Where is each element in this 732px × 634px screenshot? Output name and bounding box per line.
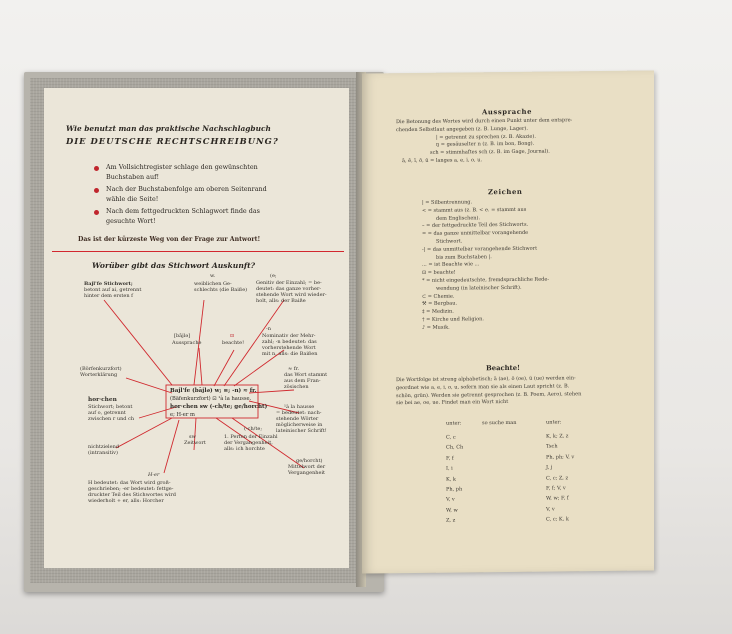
label: weiblichen Ge-: [194, 281, 232, 287]
label: H bedeutet: das Wort wird groß-: [88, 480, 171, 486]
label: stehende Wort wird wieder-: [256, 292, 327, 298]
panel-heading-line2: DIE DEUTSCHE RECHTSCHREIBUNG?: [66, 136, 279, 146]
text-line: Die Wortfolge ist streng alphabetisch; ä (ae), ö (oe), ü (ue) werden ein-: [396, 375, 576, 384]
label: hinter dem ersten f: [84, 293, 134, 299]
table-cell: Ph, ph: [446, 486, 463, 493]
text-line: < = stammt aus (z. B. < e. = stammt aus: [422, 206, 527, 214]
label-aussprache: [bājlə]: [174, 333, 191, 339]
table-col-left: [446, 432, 463, 526]
label: mit n, alls: die Baißen: [262, 351, 318, 357]
bullet-3-line1: Nach dem fettgedruckten Schlagwort finde das: [106, 207, 260, 215]
label: Genitiv der Einzahl; = be-: [256, 280, 322, 286]
label-nichtzielend: nichtzielend: [88, 444, 120, 450]
diagram-title: Worüber gibt das Stichwort Auskunft?: [92, 261, 256, 270]
label: aus dem Fran-: [284, 378, 321, 384]
text-line: Stichwort.: [436, 238, 463, 245]
text-line: ā, ē, ī, ō, ū = langes a, e, i, o, u.: [402, 157, 483, 165]
label-stichwort: Bajl'fe Stichwort;: [84, 281, 133, 287]
text-line: sie bei ae, oe, ue. Findet man ein Wort nicht: [396, 399, 509, 407]
label: schlechts (die Baiße): [194, 287, 248, 293]
beachte-title: Beachte!: [486, 363, 521, 373]
label: lateinischer Schrift!: [276, 428, 327, 434]
label-h-er: H-er: [148, 472, 160, 478]
bullet-1-line1: Am Vollsichtregister schlage den gewünschten: [106, 163, 258, 171]
label-sw: sw: [189, 434, 196, 440]
label: 1. Perfon der Einzahl: [224, 434, 278, 440]
table-cell: Tsch: [546, 443, 558, 451]
table-cell: K, k; Z, z: [546, 433, 569, 440]
text-line: ‡ = Medizin.: [422, 308, 454, 316]
table-col-right: [546, 431, 574, 525]
text-line: wendung (in lateinischer Schrift).: [436, 284, 522, 292]
table-cell: I, i: [446, 465, 453, 472]
label: zösischen: [284, 384, 309, 390]
table-cell: W, w: [446, 507, 458, 514]
beachte-text: [396, 375, 581, 408]
label: Vergangenheit: [288, 470, 326, 476]
label-worterklaerung: (Börfenkurzfort): [80, 366, 122, 372]
table-cell: V, v: [446, 496, 455, 504]
text-line: chenden Selbstlaut angegeben (z. B. Lunge, Lager).: [396, 125, 528, 133]
instruction-panel: [44, 88, 349, 568]
text-line: -| = das unmittelbar vorangehende Stichwort: [422, 245, 538, 253]
text-line: | = Silbentrennung.: [422, 199, 473, 206]
label: stehende Wörter: [276, 416, 319, 422]
table-cell: F, f: [446, 455, 454, 462]
label: alls: ich horchte: [224, 446, 265, 452]
label-genitiv: (e;: [270, 273, 277, 279]
table-cell: F, f; V, v: [546, 485, 566, 492]
entry-line-2: (Bäfenkurzfort) ⊡ ¹à la hausse.: [170, 396, 252, 402]
label: Worterklärung: [80, 372, 118, 378]
label: Zeitwort: [184, 440, 206, 446]
text-line: ... = ist Beachte wie ...: [422, 261, 480, 269]
label: das Wort stammt: [284, 372, 328, 378]
table-cell: W, w; F, f: [546, 495, 569, 503]
label: betont auf ai, getrennt: [84, 287, 142, 293]
panel-heading-line1: Wie benutzt man das praktische Nachschlagbuch: [66, 124, 271, 133]
table-cell: Z, z: [446, 517, 456, 524]
label: zahl; -n bedeutet: das: [262, 339, 317, 345]
label-horchen: hor·chen: [88, 397, 117, 403]
text-line: dem Englischen).: [436, 214, 481, 222]
label: (intransitiv): [88, 450, 118, 456]
bullet-3-line2: gesuchte Wort!: [106, 217, 156, 225]
label-a-la-hausse: ¹à la hausse: [284, 404, 315, 410]
table-cell: V, v: [546, 506, 555, 513]
text-line: Die Betonung des Wortes wird durch einen Punkt unter dem entspre-: [396, 117, 573, 126]
text-line: | = getrennt zu sprechen (z. B. Akazie).: [436, 133, 536, 141]
text-line: geordnet wie a, e, i, o, u, sofern man sie als einen Laut spricht (z. B.: [396, 383, 570, 391]
label: vorherstehende Wort: [262, 345, 316, 351]
text-line: † = Kirche und Religion.: [422, 316, 484, 323]
table-cell: Ch, Ch: [446, 444, 464, 452]
label: deutet: das ganze vorher-: [256, 286, 322, 292]
closing-line: Das ist der kürzeste Weg von der Frage zur Antwort!: [78, 236, 261, 243]
table-cell: C, c; Z, z: [546, 474, 569, 482]
label: möglicherweise in: [276, 422, 323, 428]
aussprache-title: Aussprache: [482, 107, 533, 117]
table-header-unter: unter:: [446, 420, 462, 427]
label: Aussprache: [172, 340, 202, 346]
label-franzoesisch: ≈ fr.: [288, 366, 300, 372]
label: Nominativ der Mehr-: [262, 333, 316, 339]
label-mittelwort: ge/horcht): [296, 458, 323, 464]
label-nominativ: -n: [266, 326, 271, 332]
label: holt, alls: der Baiße: [256, 298, 306, 304]
beachte-icon: ⊡: [230, 333, 235, 339]
bullet-2-line2: wähle die Seite!: [106, 195, 159, 203]
label: wiederholt + er, alls: Horcher: [88, 498, 164, 504]
right-page: [362, 70, 654, 573]
text-line: bis zum Buchstaben |.: [436, 253, 492, 261]
table-cell: C, c: [446, 434, 456, 441]
label: Mittelwort der: [288, 464, 326, 470]
text-line: ⚒ = Bergbau.: [422, 300, 458, 308]
label: beachte!: [222, 340, 245, 346]
aussprache-text: [396, 117, 572, 166]
label: der Vergangenheit,: [224, 440, 273, 446]
text-line: ⊂ = Chemie.: [422, 293, 455, 300]
label-perfon: (-ch/te;: [244, 426, 262, 432]
table-header-unter2: unter:: [546, 419, 562, 426]
label: geschrieben; -er bedeutet: fettge-: [88, 486, 174, 492]
text-line: * = nicht eingedeutschte, fremdsprachliche Rede-: [422, 276, 550, 284]
text-line: ♪ = Musik.: [422, 324, 450, 331]
bullet-2-line1: Nach der Buchstabenfolge am oberen Seitenrand: [106, 185, 267, 193]
table-cell: Ph, ph; V, v: [546, 454, 575, 461]
text-line: sch = stimmhaftes sch (z. B. im Gage, Journal).: [430, 148, 550, 157]
label: zwischen r und ch: [88, 416, 135, 422]
zeichen-text: [422, 199, 549, 333]
text-line: – = der fettgedruckte Teil des Stichworts.: [422, 222, 529, 230]
text-line: schön, grün). Werden sie getrennt gesprochen (z. B. Poem, Aero), stehen: [396, 390, 582, 399]
label-w: w.: [210, 273, 216, 279]
table-cell: K, k: [446, 476, 456, 483]
entry-line-3: hor·chen sw (-ch/te; ge/horcht): [170, 404, 268, 410]
table-cell: C, c; K, k: [546, 516, 569, 523]
label: auf o, getrennt: [88, 410, 126, 416]
text-line: ⊡ = beachte!: [422, 269, 456, 277]
label: druckter Teil des Stichwortes wird: [88, 492, 176, 498]
bullet-1-line2: Buchstaben auf!: [106, 173, 160, 181]
entry-line-1: Bajl'fe (bājlə) w; ≡; -n) ≈ fr.: [170, 388, 257, 394]
label: Stichwort; betont: [88, 404, 133, 410]
table-header-suche: so suche man: [482, 419, 517, 427]
label: = bedeutet: nach-: [276, 410, 322, 416]
zeichen-title: Zeichen: [488, 187, 523, 197]
entry-line-4: e; H-er m: [170, 412, 195, 418]
text-line: = = das ganze unmittelbar vorangehende: [422, 229, 529, 238]
text-line: ŋ = gesäuselter n (z. B. im bon, Bong).: [436, 141, 535, 149]
table-cell: J, j: [546, 464, 553, 471]
